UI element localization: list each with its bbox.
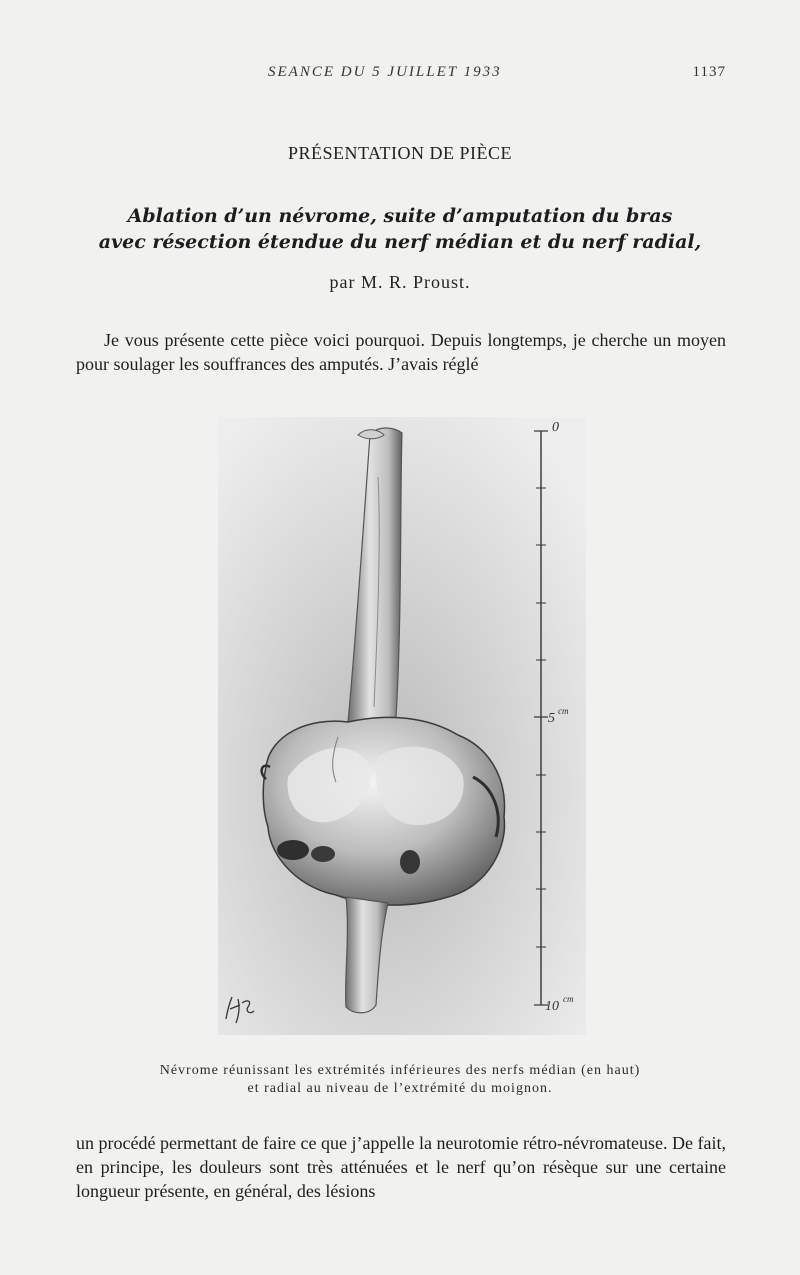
scale-unit-five: cm	[558, 706, 569, 716]
article-title-line-1: Ablation d’un névrome, suite d’amputation du bras	[127, 205, 673, 227]
article-title	[0, 203, 800, 255]
caption-line-2: et radial au niveau de l’extrémité du moignon.	[247, 1081, 553, 1096]
article-title-line-2: avec résection étendue du nerf médian et du nerf radial,	[98, 231, 702, 253]
scale-label-five: 5	[548, 711, 555, 726]
paragraph-1: Je vous présente cette pièce voici pourquoi. Depuis longtemps, je cherche un moyen pour soulager les souffrances des amputés. J’avais réglé	[76, 330, 726, 374]
figure-caption	[0, 1062, 800, 1098]
running-head-title: SEANCE DU 5 JUILLET 1933	[268, 64, 502, 80]
scale-label-ten: 10	[545, 999, 559, 1014]
scale-label-zero: 0	[552, 420, 559, 435]
paragraph-2: un procédé permettant de faire ce que j’appelle la neurotomie rétro-névromateuse. De fait, en principe, les douleurs sont très atténuées et le nerf qu’on résèque sur une certaine longueur présente, en général, des lésions	[76, 1133, 726, 1201]
section-heading: PRÉSENTATION DE PIÈCE	[287, 143, 513, 163]
scale-unit-ten: cm	[563, 994, 574, 1004]
caption-line-1: Névrome réunissant les extrémités inférieures des nerfs médian (en haut)	[159, 1063, 641, 1078]
byline: par M. R. Proust.	[329, 272, 471, 292]
figure-neuroma-illustration	[218, 417, 586, 1035]
page-number: 1137	[692, 64, 726, 80]
neuroma-drawing	[218, 417, 586, 1035]
running-head	[0, 64, 800, 86]
neuroma-mass-drawing	[262, 717, 505, 905]
